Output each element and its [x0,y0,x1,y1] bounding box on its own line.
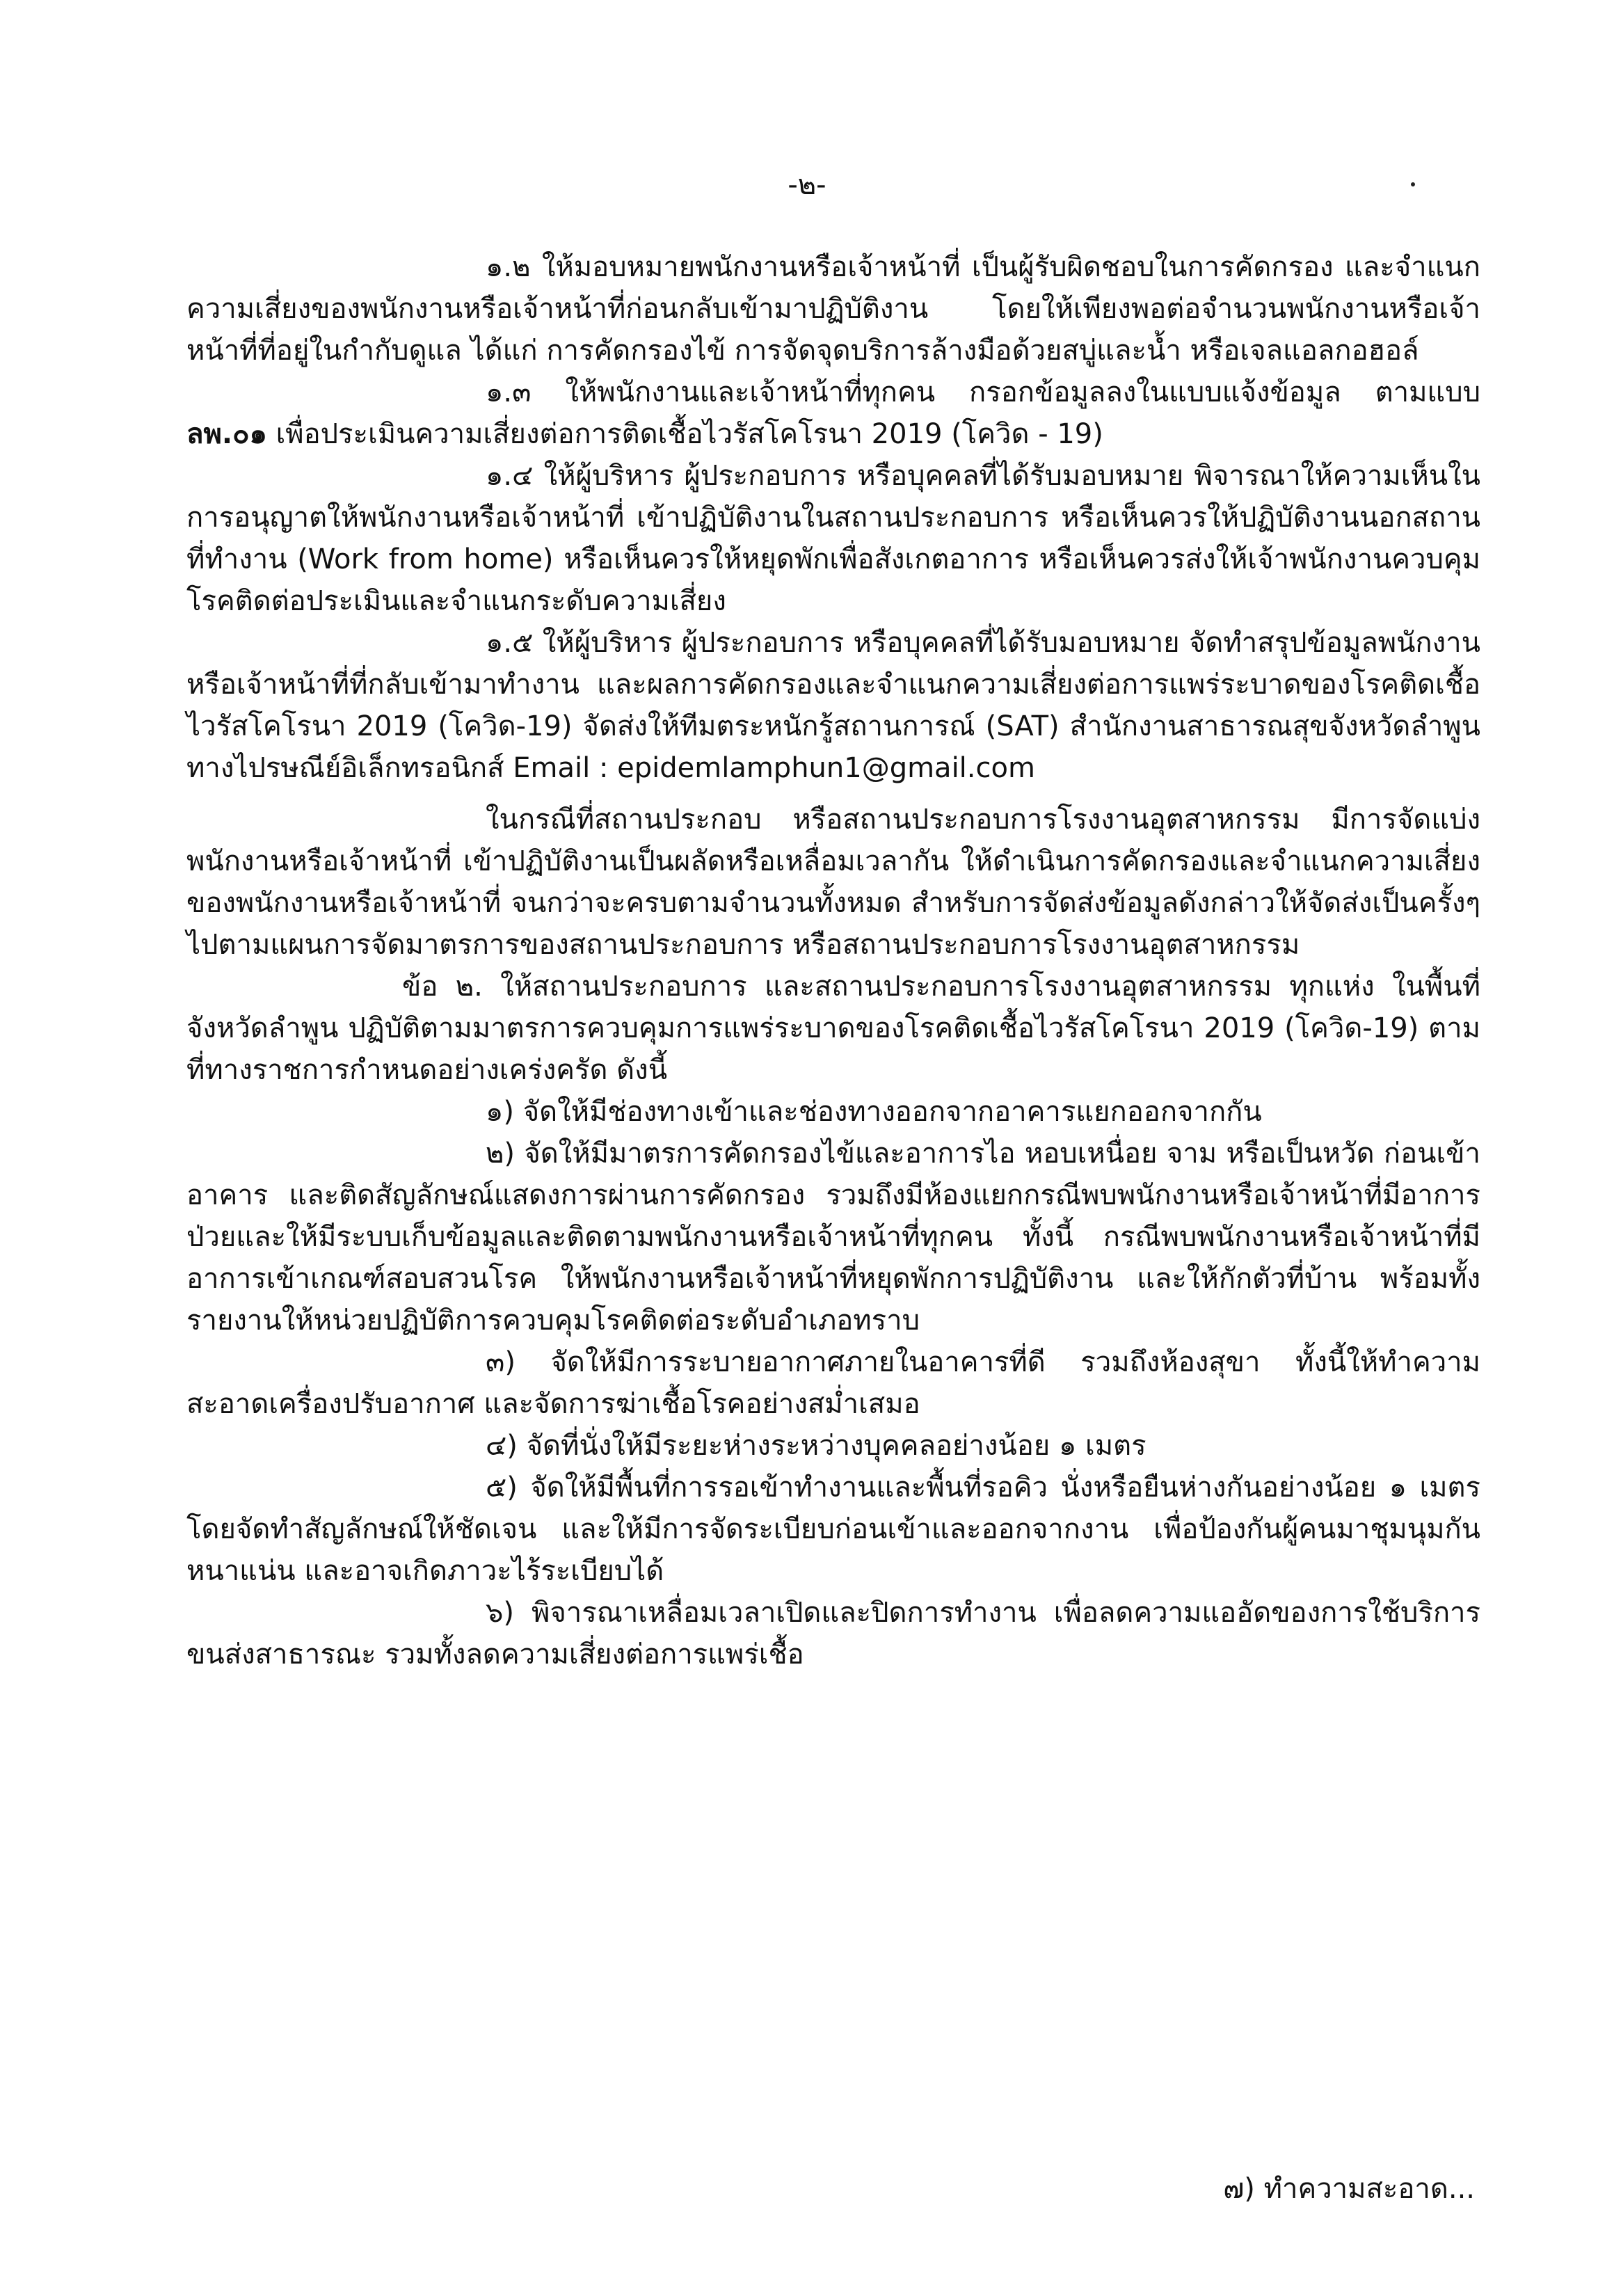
measure-6: ๖) พิจารณาเหลื่อมเวลาเปิดและปิดการทำงาน เพื่อลดความแออัดของการใช้บริการขนส่งสาธารณะ รวมทั้งลดความเสี่ยงต่อการแพร่เชื้อ [186,1597,1480,1671]
measure-4: ๔) จัดที่นั่งให้มีระยะห่างระหว่างบุคคลอย่างน้อย ๑ เมตร [486,1430,1146,1462]
scan-dot [1411,182,1415,186]
paragraph-1-4: ๑.๔ ให้ผู้บริหาร ผู้ประกอบการ หรือบุคคลที่ได้รับมอบหมาย พิจารณาให้ความเห็นในการอนุญาตให้พนักงานหรือเจ้าหน้าที่ เข้าปฏิบัติงานในสถานประกอบการ หรือเห็นควรให้ปฏิบัติงานนอกสถานที่ทำงาน (Work from home) หรือเห็นควรให้หยุดพักเพื่อสังเกตอาการ หรือเห็นควรส่งให้เจ้าพนักงานควบคุมโรคติดต่อประเมินและจำแนกระดับความเสี่ยง [186,460,1480,617]
document-body [186,227,1480,1675]
continuation-marker: ๗) ทำความสะอาด... [1223,2173,1475,2205]
paragraph-1-3 [186,372,1480,455]
paragraph-1-3-text-b: เพื่อประเมินความเสี่ยงต่อการติดเชื้อไวรัสโคโรนา 2019 (โควิด - 19) [266,418,1103,450]
measure-3: ๓) จัดให้มีการระบายอากาศภายในอาคารที่ดี รวมถึงห้องสุขา ทั้งนี้ให้ทำความสะอาดเครื่องปรับอากาศ และจัดการฆ่าเชื้อโรคอย่างสม่ำเสมอ [186,1346,1480,1420]
paragraph-1-3-text-a: ๑.๓ ให้พนักงานและเจ้าหน้าที่ทุกคน กรอกข้อมูลลงในแบบแจ้งข้อมูล ตามแบบ [486,376,1480,408]
measure-5: ๕) จัดให้มีพื้นที่การรอเข้าทำงานและพื้นที่รอคิว นั่งหรือยืนห่างกันอย่างน้อย ๑ เมตรโดยจัดทำสัญลักษณ์ให้ชัดเจน และให้มีการจัดระเบียบก่อนเข้าและออกจากงาน เพื่อป้องกันผู้คนมาชุมนุมกันหนาแน่น และอาจเกิดภาวะไร้ระเบียบได้ [186,1472,1480,1587]
paragraph-item-2: ข้อ ๒. ให้สถานประกอบการ และสถานประกอบการโรงงานอุตสาหกรรม ทุกแห่ง ในพื้นที่จังหวัดลำพูน ปฏิบัติตามมาตรการควบคุมการแพร่ระบาดของโรคติดเชื้อไวรัสโคโรนา 2019 (โควิด-19) ตามที่ทางราชการกำหนดอย่างเคร่งครัด ดังนี้ [186,971,1480,1086]
measure-1: ๑) จัดให้มีช่องทางเข้าและช่องทางออกจากอาคารแยกออกจากกัน [486,1096,1262,1128]
paragraph-1-2: ๑.๒ ให้มอบหมายพนักงานหรือเจ้าหน้าที่ เป็นผู้รับผิดชอบในการคัดกรอง และจำแนกความเสี่ยงของพนักงานหรือเจ้าหน้าที่ก่อนกลับเข้ามาปฏิบัติงาน โดยให้เพียงพอต่อจำนวนพนักงานหรือเจ้าหน้าที่ที่อยู่ในกำกับดูแล ได้แก่ การคัดกรองไข้ การจัดจุดบริการล้างมือด้วยสบู่และน้ำ หรือเจลแอลกอฮอล์ [186,251,1480,367]
form-code: ลพ.๐๑ [186,418,267,450]
page-number: -๒- [788,169,826,201]
measure-2: ๒) จัดให้มีมาตรการคัดกรองไข้และอาการไอ หอบเหนื่อย จาม หรือเป็นหวัด ก่อนเข้าอาคาร และติดสัญลักษณ์แสดงการผ่านการคัดกรอง รวมถึงมีห้องแยกกรณีพบพนักงานหรือเจ้าหน้าที่มีอาการป่วยและให้มีระบบเก็บข้อมูลและติดตามพนักงานหรือเจ้าหน้าที่ทุกคน ทั้งนี้ กรณีพบพนักงานหรือเจ้าหน้าที่มีอาการเข้าเกณฑ์สอบสวนโรค ให้พนักงานหรือเจ้าหน้าที่หยุดพักการปฏิบัติงาน และให้กักตัวที่บ้าน พร้อมทั้งรายงานให้หน่วยปฏิบัติการควบคุมโรคติดต่อระดับอำเภอทราบ [186,1138,1480,1337]
paragraph-1-5: ๑.๕ ให้ผู้บริหาร ผู้ประกอบการ หรือบุคคลที่ได้รับมอบหมาย จัดทำสรุปข้อมูลพนักงานหรือเจ้าหน้าที่ที่กลับเข้ามาทำงาน และผลการคัดกรองและจำแนกความเสี่ยงต่อการแพร่ระบาดของโรคติดเชื้อไวรัสโคโรนา 2019 (โควิด-19) จัดส่งให้ทีมตระหนักรู้สถานการณ์ (SAT) สำนักงานสาธารณสุขจังหวัดลำพูน ทางไปรษณีย์อิเล็กทรอนิกส์ Email : epidemlamphun1@gmail.com [186,627,1480,784]
paragraph-shift-work: ในกรณีที่สถานประกอบ หรือสถานประกอบการโรงงานอุตสาหกรรม มีการจัดแบ่งพนักงานหรือเจ้าหน้าที่ เข้าปฏิบัติงานเป็นผลัดหรือเหลื่อมเวลากัน ให้ดำเนินการคัดกรองและจำแนกความเสี่ยงของพนักงานหรือเจ้าหน้าที่ จนกว่าจะครบตามจำนวนทั้งหมด สำหรับการจัดส่งข้อมูลดังกล่าวให้จัดส่งเป็นครั้งๆ ไปตามแผนการจัดมาตรการของสถานประกอบการ หรือสถานประกอบการโรงงานอุตสาหกรรม [186,804,1480,961]
